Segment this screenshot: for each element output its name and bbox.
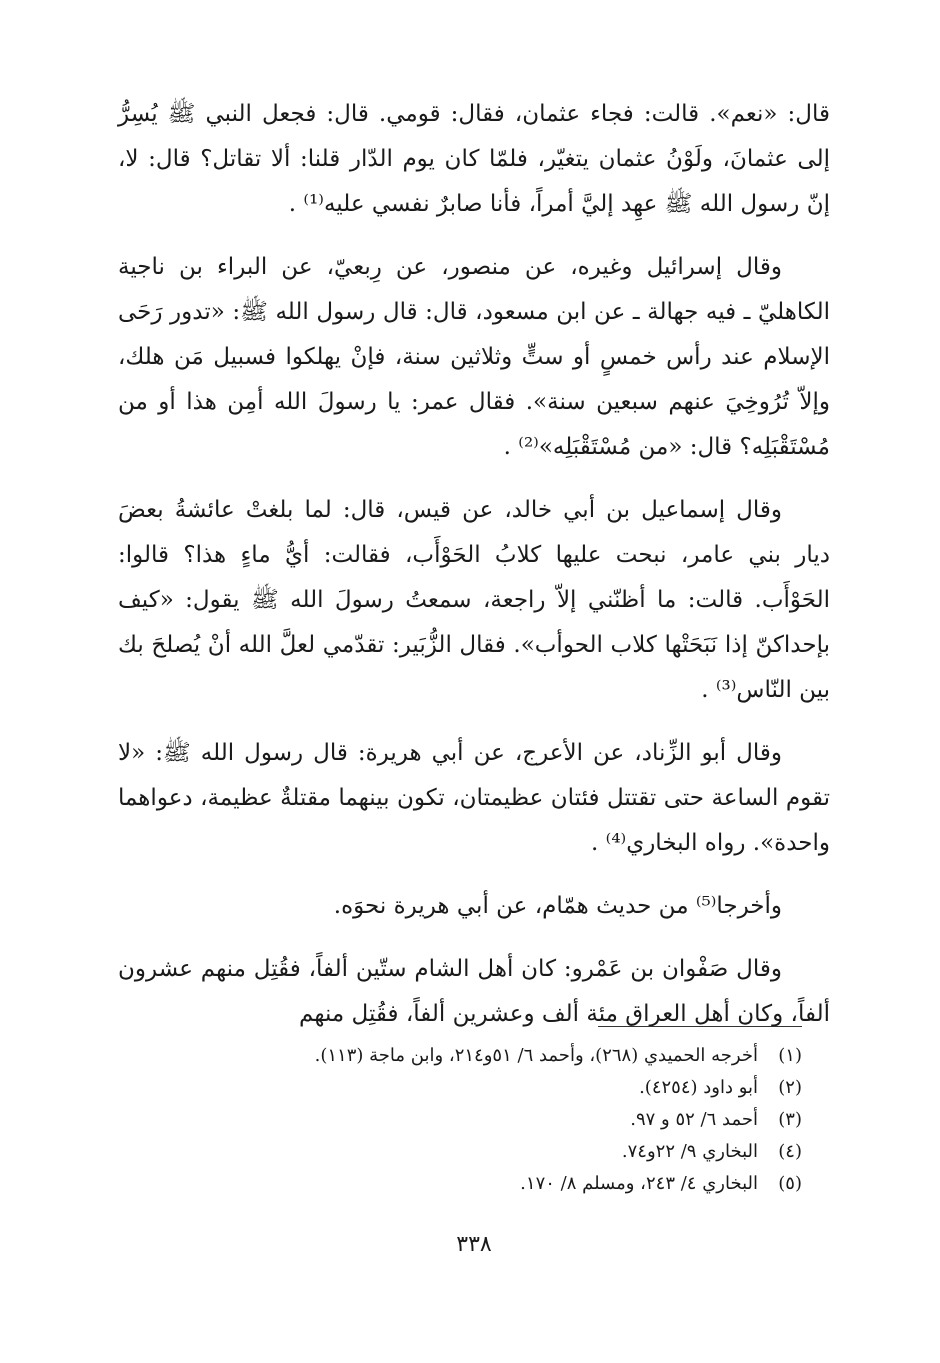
paragraph-2: وقال إسرائيل وغيره، عن منصور، عن رِبعيّ، عن البراء بن ناجية الكاهليّ ـ فيه جهالة ـ عن ابن مسعود، قال: قال رسول الله ﷺ: «تدور رَحَى الإسلام عند رأس خمسٍ أو ستٍّ وثلاثين سنة، فإنْ يهلكوا فسبيل مَن هلك، وإلاّ تُرُوخِيَ عنهم سبعين سنة». فقال عمر: يا رسولَ الله أمِن هذا أو من مُسْتَقْبَلِه؟ قال: «من مُسْتَقْبَلِه»⁽²⁾ . xyxy=(118,254,830,460)
footnotes xyxy=(118,1040,802,1200)
paragraph-4: وقال أبو الزِّناد، عن الأعرج، عن أبي هريرة: قال رسول الله ﷺ: «لا تقوم الساعة حتى تقتتل فئتان عظيمتان، تكون بينهما مقتلةٌ عظيمة، دعواهما واحدة». رواه البخاري⁽⁴⁾ . xyxy=(118,740,830,856)
footnote-number: (١) xyxy=(778,1045,802,1066)
footnote-text: أحمد ٦/ ٥٢ و ٩٧. xyxy=(630,1109,758,1130)
footnote-item xyxy=(118,1040,802,1072)
footnote-number: (٣) xyxy=(778,1109,802,1130)
page-body xyxy=(118,92,830,1055)
paragraph-5: وأخرجا⁽⁵⁾ من حديث همّام، عن أبي هريرة نحوَه. xyxy=(333,893,782,919)
footnote-number: (٥) xyxy=(778,1173,802,1194)
footnote-number: (٢) xyxy=(778,1077,802,1098)
footnote-item xyxy=(118,1104,802,1136)
paragraph-6: وقال صَفْوان بن عَمْرو: كان أهل الشام ستّين ألفاً، فقُتِل منهم عشرون ألفاً، وكان أهل العراق مئة ألف وعشرين ألفاً، فقُتِل منهم xyxy=(118,956,830,1027)
page-number: ٣٣٨ xyxy=(456,1232,492,1257)
footnote-text: البخاري ٩/ ٢٢و٧٤. xyxy=(621,1141,758,1162)
footnote-text: البخاري ٤/ ٢٤٣، ومسلم ٨/ ١٧٠. xyxy=(520,1173,758,1194)
footnote-divider xyxy=(598,1026,802,1027)
footnote-text: أبو داود (٤٢٥٤). xyxy=(639,1077,758,1098)
footnote-item xyxy=(118,1136,802,1168)
footnote-item xyxy=(118,1072,802,1104)
footnote-number: (٤) xyxy=(778,1141,802,1162)
footnote-text: أخرجه الحميدي (٢٦٨)، وأحمد ٦/ ٥١و٢١٤، وابن ماجة (١١٣). xyxy=(314,1045,758,1066)
footnote-item xyxy=(118,1168,802,1200)
paragraph-3: وقال إسماعيل بن أبي خالد، عن قيس، قال: لما بلغتْ عائشةُ بعضَ ديار بني عامر، نبحت عليها كلابُ الحَوْأَب، فقالت: أيُّ ماءٍ هذا؟ قالوا: الحَوْأَب. قالت: ما أظنّني إلاّ راجعة، سمعتُ رسولَ الله ﷺ يقول: «كيف بإحداكنّ إذا نَبَحَتْها كلاب الحوأب». فقال الزُّبَير: تقدّمي لعلَّ الله أنْ يُصلحَ بك بين النّاس⁽³⁾ . xyxy=(118,497,830,703)
paragraph-1: قال: «نعم». قالت: فجاء عثمان، فقال: قومي. قال: فجعل النبي ﷺ يُسِرُّ إلى عثمانَ، ولَوْنُ عثمان يتغيّر، فلمّا كان يوم الدّار قلنا: ألا تقاتل؟ قال: لا، إنّ رسول الله ﷺ عهِد إليَّ أمراً، فأنا صابرٌ نفسي عليه⁽¹⁾ . xyxy=(118,101,830,217)
